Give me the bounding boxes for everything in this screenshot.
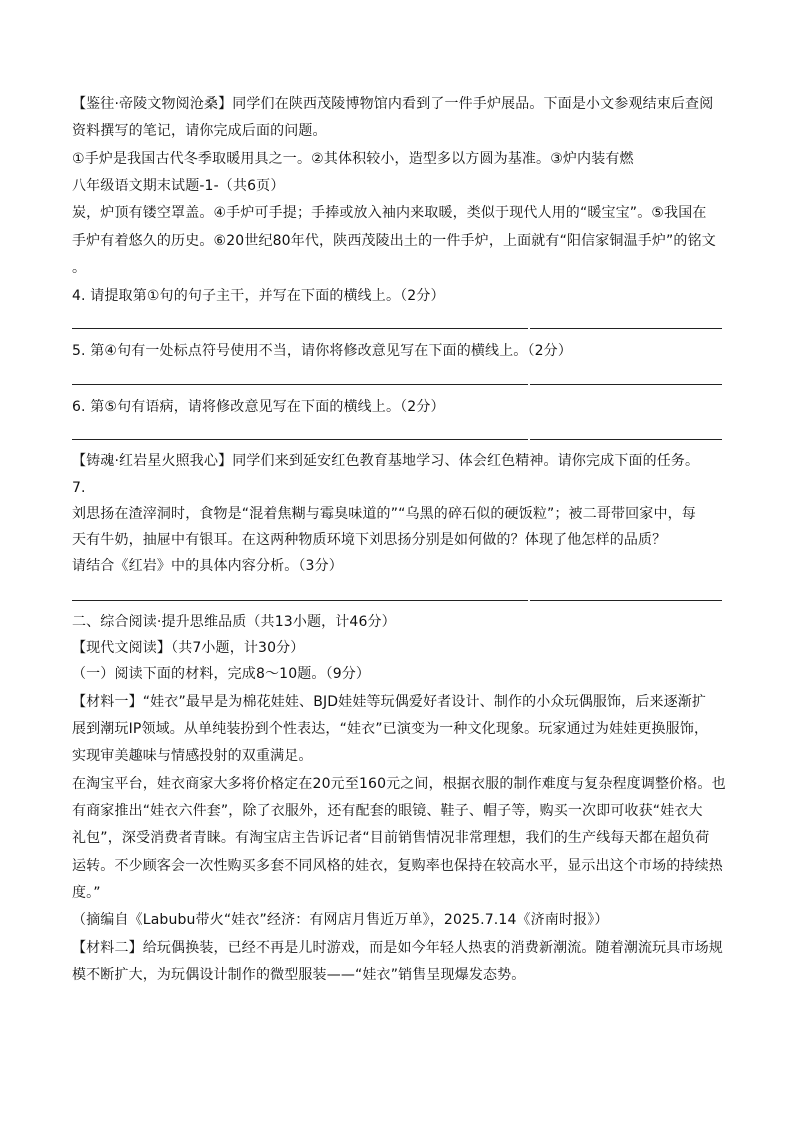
question-7: 刘思扬在渣滓洞时，食物是“混着焦糊与霉臭味道的”“乌黑的碎石似的硬饭粒”；被二哥带回家中，每 bbox=[72, 506, 696, 522]
passage-line: 实现审美趣味与情感投射的双重满足。 bbox=[72, 748, 313, 764]
reading-instruction: （一）阅读下面的材料，完成8～10题。（9分） bbox=[72, 666, 371, 682]
question-4: 4. 请提取第①句的句子主干，并写在下面的横线上。（2分） bbox=[72, 288, 445, 304]
passage-line: 礼包”，深受消费者青睐。有淘宝店主告诉记者“目前销售情况非常理想，我们的生产线每天都在超负荷 bbox=[72, 830, 710, 846]
passage-line: 度。” bbox=[72, 885, 101, 901]
section-intro: 【铸魂·红岩星火照我心】同学们来到延安红色教育基地学习、体会红色精神。请你完成下面的任务。 bbox=[72, 453, 700, 469]
passage-line: 【材料二】给玩偶换装，已经不再是儿时游戏，而是如今年轻人热衷的消费新潮流。随着潮流玩具市场规 bbox=[72, 940, 723, 956]
section-heading: 二、综合阅读·提升思维品质（共13小题，计46分） bbox=[72, 614, 396, 630]
text-line: 【鉴往·帝陵文物阅沧桑】同学们在陕西茂陵博物馆内看到了一件手炉展品。下面是小文参观结束后查阅 bbox=[72, 96, 714, 112]
text-line: 手炉有着悠久的历史。⑥20世纪80年代，陕西茂陵出土的一件手炉，上面就有“阳信家铜温手炉”的铭文 bbox=[72, 233, 716, 249]
text-line: 资料撰写的笔记，请你完成后面的问题。 bbox=[72, 123, 327, 139]
passage-line: 【材料一】“娃衣”最早是为棉花娃娃、BJD娃娃等玩偶爱好者设计、制作的小众玩偶服饰，后来逐渐扩 bbox=[72, 694, 707, 710]
answer-line-7[interactable] bbox=[72, 600, 722, 601]
text-line: 炭，炉顶有镂空罩盖。④手炉可手提；手捧或放入袖内来取暖，类似于现代人用的“暖宝宝”。⑤我国在 bbox=[72, 205, 707, 221]
text-line: 。 bbox=[72, 260, 87, 276]
passage-line: 在淘宝平台，娃衣商家大多将价格定在20元至160元之间，根据衣服的制作难度与复杂程度调整价格。也 bbox=[72, 776, 726, 792]
answer-line-6[interactable] bbox=[72, 439, 722, 440]
question-7: 请结合《红岩》中的具体内容分析。（3分） bbox=[72, 558, 343, 574]
question-7-number: 7. bbox=[72, 480, 86, 496]
passage-line: 展到潮玩IP领域。从单纯装扮到个性表达，“娃衣”已演变为一种文化现象。玩家通过为娃娃更换服饰， bbox=[72, 721, 709, 737]
page-footer-label: 八年级语文期末试题-1-（共6页） bbox=[72, 178, 285, 194]
answer-line-5[interactable] bbox=[72, 384, 722, 385]
passage-line: 模不断扩大，为玩偶设计制作的微型服装——“娃衣”销售呈现爆发态势。 bbox=[72, 967, 526, 983]
question-5: 5. 第④句有一处标点符号使用不当，请你将修改意见写在下面的横线上。（2分） bbox=[72, 343, 572, 359]
question-6: 6. 第⑤句有语病，请将修改意见写在下面的横线上。（2分） bbox=[72, 399, 445, 415]
text-line: ①手炉是我国古代冬季取暖用具之一。②其体积较小，造型多以方圆为基准。③炉内装有燃 bbox=[72, 151, 634, 167]
passage-line: 运转。不少顾客会一次性购买多套不同风格的娃衣，复购率也保持在较高水平，显示出这个市场的持续热 bbox=[72, 858, 723, 874]
subsection-heading: 【现代文阅读】（共7小题，计30分） bbox=[72, 640, 305, 656]
source-citation: （摘编自《Labubu带火“娃衣”经济：有网店月售近万单》，2025.7.14《济南时报》） bbox=[72, 912, 609, 928]
answer-line-4[interactable] bbox=[72, 328, 722, 329]
question-7: 天有牛奶，抽屉中有银耳。在这两种物质环境下刘思扬分别是如何做的？体现了他怎样的品质？ bbox=[72, 532, 667, 548]
passage-line: 有商家推出“娃衣六件套”，除了衣服外，还有配套的眼镜、鞋子、帽子等，购买一次即可收获“娃衣大 bbox=[72, 803, 703, 819]
